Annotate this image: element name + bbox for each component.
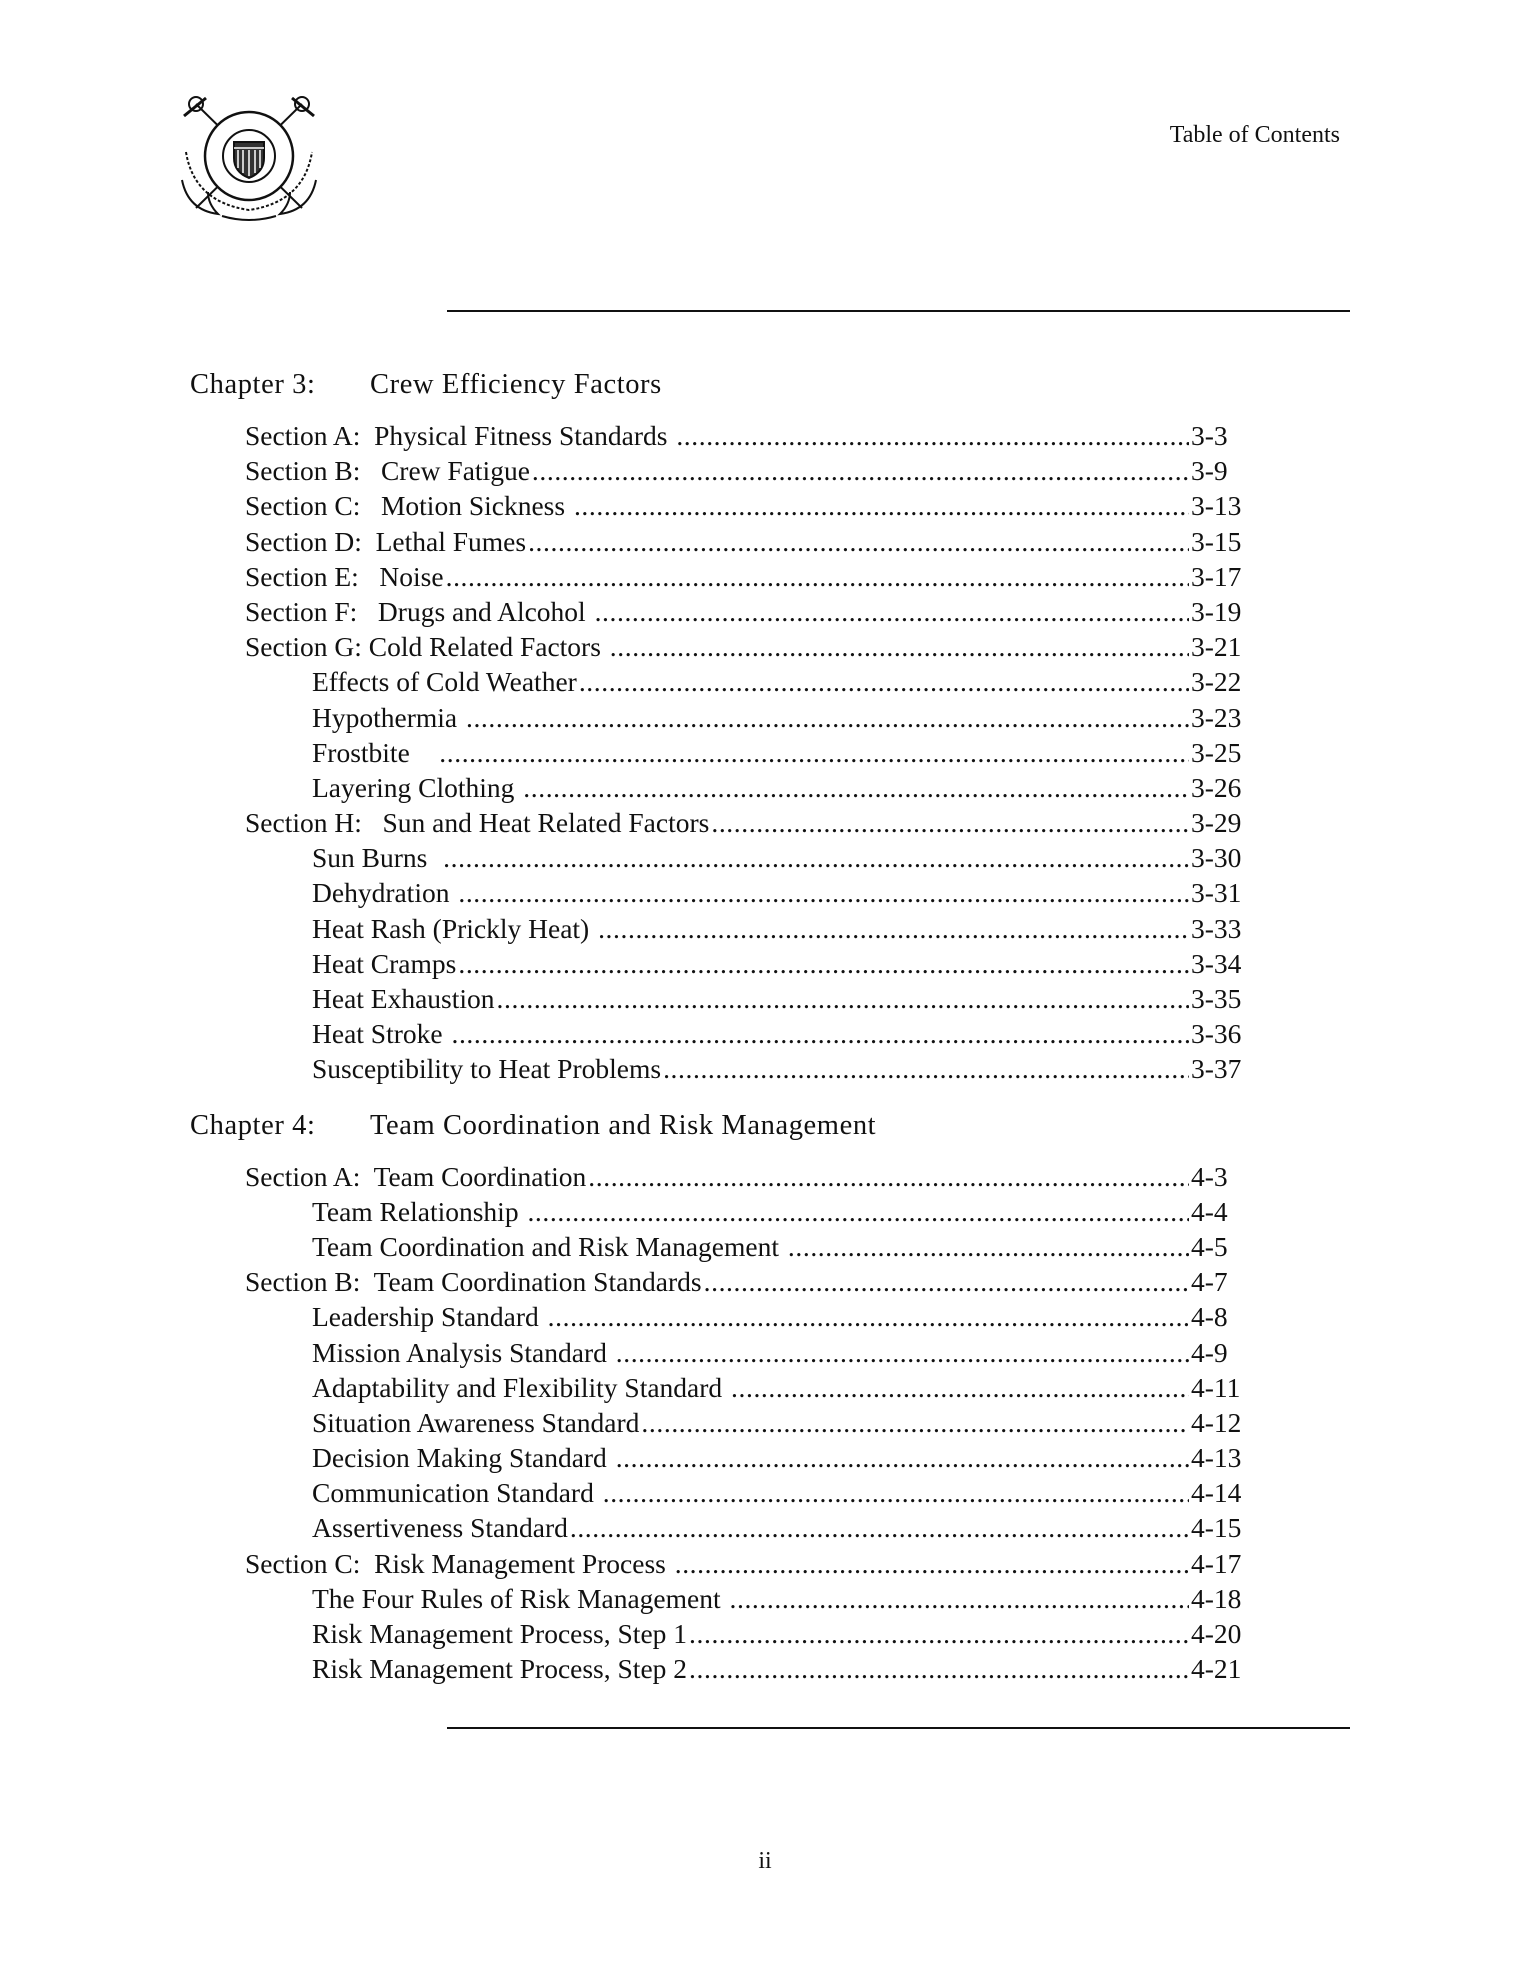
dot-leader — [528, 524, 1189, 559]
entry-page-number: 4-15 — [1191, 1512, 1242, 1544]
toc-subsection-entry[interactable] — [0, 1299, 1251, 1334]
entry-label: Decision Making Standard — [312, 1442, 614, 1474]
entry-page-number: 3-29 — [1191, 807, 1242, 839]
entry-page-number: 4-13 — [1191, 1442, 1242, 1474]
chapter-entries — [0, 1159, 1530, 1687]
toc-subsection-entry[interactable] — [0, 840, 1251, 875]
entry-label: Situation Awareness Standard — [312, 1406, 640, 1438]
entry-page-number: 4-3 — [1191, 1160, 1228, 1192]
dot-leader — [497, 981, 1189, 1016]
entry-page-number: 3-37 — [1191, 1053, 1242, 1085]
entry-label: Section C: Motion Sickness — [245, 490, 572, 522]
entry-page-number: 4-20 — [1191, 1618, 1242, 1649]
toc-section-entry[interactable] — [0, 524, 1251, 559]
entry-page-number: 4-8 — [1191, 1301, 1228, 1333]
toc-subsection-entry[interactable] — [0, 1194, 1251, 1229]
toc-subsection-entry[interactable] — [0, 664, 1251, 699]
entry-label: Assertiveness Standard — [312, 1512, 568, 1544]
entry-page-number: 4-9 — [1191, 1336, 1228, 1368]
entry-label: Section A: Team Coordination — [245, 1160, 587, 1192]
entry-page-number: 3-19 — [1191, 595, 1242, 627]
toc-subsection-entry[interactable] — [0, 946, 1251, 981]
entry-page-number: 4-21 — [1191, 1653, 1242, 1685]
coast-guard-seal-icon — [178, 92, 320, 224]
chapter-title: Crew Efficiency Factors — [370, 369, 662, 400]
entry-page-number: 3-9 — [1191, 455, 1228, 487]
entry-label: The Four Rules of Risk Management — [312, 1582, 728, 1614]
dot-leader — [598, 911, 1189, 946]
chapter-entries — [0, 418, 1530, 1087]
top-divider — [447, 310, 1350, 312]
entry-label: Section A: Physical Fitness Standards — [245, 420, 675, 451]
toc-subsection-entry[interactable] — [0, 735, 1251, 770]
toc-subsection-entry[interactable] — [0, 1335, 1251, 1370]
entry-label: Layering Clothing — [312, 771, 522, 803]
dot-leader — [570, 1510, 1189, 1545]
entry-page-number: 3-23 — [1191, 701, 1242, 733]
dot-leader — [616, 1440, 1189, 1475]
dot-leader — [689, 1651, 1189, 1686]
toc-subsection-entry[interactable] — [0, 1616, 1251, 1651]
toc-subsection-entry[interactable] — [0, 981, 1251, 1016]
entry-label: Sun Burns — [312, 842, 442, 874]
dot-leader — [443, 840, 1189, 875]
entry-label: Risk Management Process, Step 2 — [312, 1653, 688, 1685]
toc-section-entry[interactable] — [0, 453, 1251, 488]
toc-section-entry[interactable] — [0, 805, 1251, 840]
dot-leader — [676, 418, 1189, 453]
dot-leader — [532, 453, 1189, 488]
toc-subsection-entry[interactable] — [0, 1016, 1251, 1051]
entry-label: Section G: Cold Related Factors — [245, 631, 608, 663]
entry-label: Team Relationship — [312, 1195, 526, 1227]
entry-label: Section D: Lethal Fumes — [245, 525, 527, 557]
chapter-label: Chapter 3: — [190, 369, 316, 400]
chapter-heading — [0, 362, 1530, 408]
entry-page-number: 4-17 — [1191, 1547, 1242, 1579]
toc-section-entry[interactable] — [0, 1159, 1251, 1194]
entry-label: Leadership Standard — [312, 1301, 546, 1333]
dot-leader — [527, 1194, 1189, 1229]
entry-label: Adaptability and Flexibility Standard — [312, 1371, 730, 1403]
toc-subsection-entry[interactable] — [0, 911, 1251, 946]
entry-page-number: 3-15 — [1191, 525, 1242, 557]
dot-leader — [439, 735, 1189, 770]
entry-label: Effects of Cold Weather — [312, 666, 577, 698]
entry-page-number: 3-30 — [1191, 842, 1242, 874]
entry-label: Mission Analysis Standard — [312, 1336, 614, 1368]
entry-label: Heat Cramps — [312, 947, 457, 979]
dot-leader — [689, 1616, 1189, 1651]
dot-leader — [595, 594, 1189, 629]
entry-page-number: 3-35 — [1191, 983, 1242, 1014]
entry-label: Frostbite — [312, 736, 438, 768]
toc-subsection-entry[interactable] — [0, 1581, 1251, 1616]
toc-subsection-entry[interactable] — [0, 1651, 1251, 1686]
entry-page-number: 3-17 — [1191, 560, 1242, 592]
entry-page-number: 3-25 — [1191, 736, 1242, 768]
dot-leader — [704, 1264, 1189, 1299]
dot-leader — [616, 1335, 1189, 1370]
dot-leader — [663, 1051, 1189, 1086]
dot-leader — [466, 700, 1189, 735]
bottom-divider — [447, 1727, 1350, 1729]
toc-subsection-entry[interactable] — [0, 770, 1251, 805]
entry-page-number: 3-3 — [1191, 420, 1228, 451]
dot-leader — [603, 1475, 1189, 1510]
entry-page-number: 4-11 — [1191, 1371, 1241, 1403]
entry-label: Susceptibility to Heat Problems — [312, 1053, 662, 1085]
entry-page-number: 3-34 — [1191, 947, 1242, 979]
entry-page-number: 3-21 — [1191, 631, 1242, 663]
entry-label: Section B: Team Coordination Standards — [245, 1266, 702, 1298]
dot-leader — [451, 1016, 1189, 1051]
chapter-heading — [0, 1103, 1530, 1149]
toc-subsection-entry[interactable] — [0, 700, 1251, 735]
toc-section-entry[interactable] — [0, 418, 1251, 453]
entry-page-number: 4-7 — [1191, 1266, 1228, 1298]
dot-leader — [711, 805, 1189, 840]
toc-subsection-entry[interactable] — [0, 1370, 1251, 1405]
dot-leader — [610, 629, 1189, 664]
entry-page-number: 4-5 — [1191, 1230, 1228, 1262]
entry-page-number: 3-26 — [1191, 771, 1242, 803]
dot-leader — [731, 1370, 1189, 1405]
toc-section-entry[interactable] — [0, 594, 1251, 629]
dot-leader — [588, 1159, 1189, 1194]
entry-page-number: 3-31 — [1191, 877, 1242, 909]
entry-label: Section F: Drugs and Alcohol — [245, 595, 593, 627]
dot-leader — [675, 1546, 1189, 1581]
entry-page-number: 3-13 — [1191, 490, 1242, 522]
entry-label: Section C: Risk Management Process — [245, 1547, 673, 1579]
toc-section-entry[interactable] — [0, 1264, 1251, 1299]
entry-label: Section B: Crew Fatigue — [245, 455, 530, 487]
entry-label: Heat Rash (Prickly Heat) — [312, 912, 597, 944]
toc-subsection-entry[interactable] — [0, 875, 1251, 910]
toc-section-entry[interactable] — [0, 1546, 1251, 1581]
entry-page-number: 3-36 — [1191, 1018, 1242, 1050]
toc-section-entry[interactable] — [0, 629, 1251, 664]
toc-section-entry[interactable] — [0, 559, 1251, 594]
table-of-contents — [0, 362, 1530, 1686]
dot-leader — [788, 1229, 1189, 1264]
running-header-title: Table of Contents — [1169, 122, 1340, 148]
entry-label: Section E: Noise — [245, 560, 444, 592]
entry-page-number: 3-33 — [1191, 912, 1242, 944]
dot-leader — [641, 1405, 1189, 1440]
entry-page-number: 4-18 — [1191, 1582, 1242, 1614]
entry-label: Risk Management Process, Step 1 — [312, 1618, 688, 1649]
toc-subsection-entry[interactable] — [0, 1051, 1251, 1086]
dot-leader — [446, 559, 1189, 594]
dot-leader — [548, 1299, 1189, 1334]
toc-subsection-entry[interactable] — [0, 1475, 1251, 1510]
toc-section-entry[interactable] — [0, 488, 1251, 523]
toc-subsection-entry[interactable] — [0, 1229, 1251, 1264]
chapter-label: Chapter 4: — [190, 1109, 316, 1141]
toc-subsection-entry[interactable] — [0, 1510, 1251, 1545]
entry-page-number: 3-22 — [1191, 666, 1242, 698]
entry-page-number: 4-12 — [1191, 1406, 1242, 1438]
entry-label: Heat Exhaustion — [312, 983, 495, 1014]
entry-label: Heat Stroke — [312, 1018, 450, 1050]
entry-label: Hypothermia — [312, 701, 464, 733]
entry-page-number: 4-4 — [1191, 1195, 1228, 1227]
dot-leader — [523, 770, 1189, 805]
entry-label: Dehydration — [312, 877, 457, 909]
dot-leader — [458, 946, 1189, 981]
entry-page-number: 4-14 — [1191, 1477, 1242, 1509]
page-number: ii — [758, 1848, 772, 1874]
entry-label: Communication Standard — [312, 1477, 601, 1509]
chapter-title: Team Coordination and Risk Management — [370, 1109, 877, 1141]
entry-label: Section H: Sun and Heat Related Factors — [245, 807, 710, 839]
toc-subsection-entry[interactable] — [0, 1405, 1251, 1440]
dot-leader — [574, 488, 1189, 523]
dot-leader — [458, 875, 1189, 910]
dot-leader — [579, 664, 1189, 699]
entry-label: Team Coordination and Risk Management — [312, 1230, 786, 1262]
toc-subsection-entry[interactable] — [0, 1440, 1251, 1475]
dot-leader — [730, 1581, 1190, 1616]
